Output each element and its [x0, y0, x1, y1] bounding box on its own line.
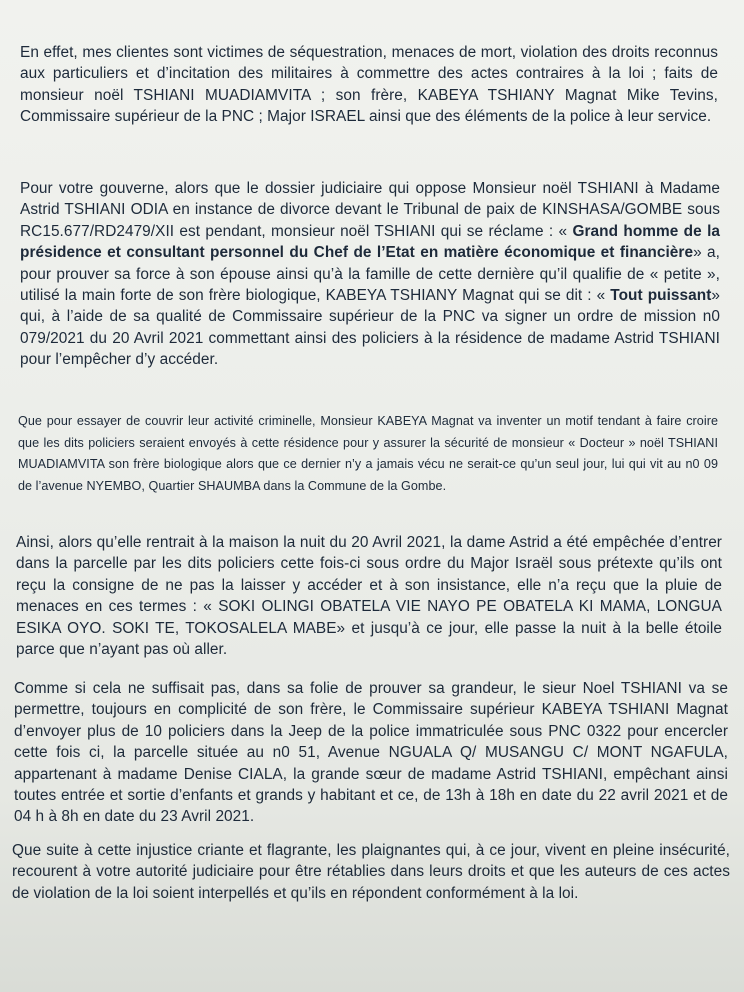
- paragraph-4: Ainsi, alors qu’elle rentrait à la maison la nuit du 20 Avril 2021, la dame Astrid a été empêchée d’entrer dans la parcelle par les dits policiers cette fois-ci sous ordre du Major Israël sous prétexte qu’ils ont reçu la consigne de ne pas la laisser y accéder et à son insistance, elle n’a reçu que la pluie de menaces en ces termes : « SOKI OLINGI OBATELA VIE NAYO PE OBATELA KI MAMA, LONGUA ESIKA OYO. SOKI TE, TOKOSALELA MABE» et jusqu’à ce jour, elle passe la nuit à la belle étoile parce que n’ayant pas où aller.: [16, 534, 722, 659]
- paragraph-2-bold-tout-puissant: Tout puissant: [610, 287, 712, 305]
- paragraph-2-text-b: » a, pour prouver sa force à son épouse ainsi qu’à la famille de cette dernière qu’il qualifie de « petite », utilisé la main forte de son frère biologique, KABEYA TSHIANY Magnat qui se dit : «: [20, 244, 720, 305]
- paragraph-1: En effet, mes clientes sont victimes de séquestration, menaces de mort, violation des droits reconnus aux particuliers et d’incitation des militaires à commettre des actes contraires à la loi ; faits de monsieur noël TSHIANI MUADIAMVITA ; son frère, KABEYA TSHIANY Magnat Mike Tevins, Commissaire supérieur de la PNC ; Major ISRAEL ainsi que des éléments de la police à leur service.: [20, 44, 718, 126]
- paragraph-2: [20, 178, 720, 371]
- paragraph-3: Que pour essayer de couvrir leur activité criminelle, Monsieur KABEYA Magnat va inventer un motif tendant à faire croire que les dits policiers seraient envoyés à cette résidence pour y assurer la sécurité de monsieur « Docteur » noël TSHIANI MUADIAMVITA son frère biologique alors que ce dernier n’y a jamais vécu ne serait-ce qu’un seul jour, lui qui vit au n0 09 de l’avenue NYEMBO, Quartier SHAUMBA dans la Commune de la Gombe.: [18, 414, 718, 493]
- paragraph-2-text-c: » qui, à l’aide de sa qualité de Commissaire supérieur de la PNC va signer un ordre de mission n0 079/2021 du 20 Avril 2021 commettant ainsi des policiers à la résidence de madame Astrid TSHIANI pour l’empêcher d’y accéder.: [20, 287, 721, 369]
- paragraph-6: Que suite à cette injustice criante et flagrante, les plaignantes qui, à ce jour, vivent en pleine insécurité, recourent à votre autorité judiciaire pour être rétablies dans leurs droits et que les auteurs de ces actes de violation de la loi soient interpellés et qu’ils en répondent conformément à la loi.: [12, 842, 730, 902]
- paragraph-5: Comme si cela ne suffisait pas, dans sa folie de prouver sa grandeur, le sieur Noel TSHIANI va se permettre, toujours en complicité de son frère, le Commissaire supérieur KABEYA TSHIANI Magnat d’envoyer plus de 10 policiers dans la Jeep de la police immatriculée sous PNC 0322 pour encercler cette fois ci, la parcelle située au n0 51, Avenue NGUALA Q/ MUSANGU C/ MONT NGAFULA, appartenant à madame Denise CIALA, la grande sœur de madame Astrid TSHIANI, empêchant ainsi toutes entrée et sortie d’enfants et grands y habitant et ce, de 13h à 18h en date du 22 avril 2021 et de 04 h à 8h en date du 23 Avril 2021.: [14, 680, 728, 826]
- paragraph-2-text-a: Pour votre gouverne, alors que le dossier judiciaire qui oppose Monsieur noël TSHIANI à Madame Astrid TSHIANI ODIA en instance de divorce devant le Tribunal de paix de KINSHASA/GOMBE sous RC15.677/RD2479/XII est pendant, monsieur noël TSHIANI qui se réclame : «: [20, 180, 720, 240]
- paragraph-2-bold-claim: Grand homme de la présidence et consultant personnel du Chef de l’Etat en matière économique et financière: [20, 222, 721, 262]
